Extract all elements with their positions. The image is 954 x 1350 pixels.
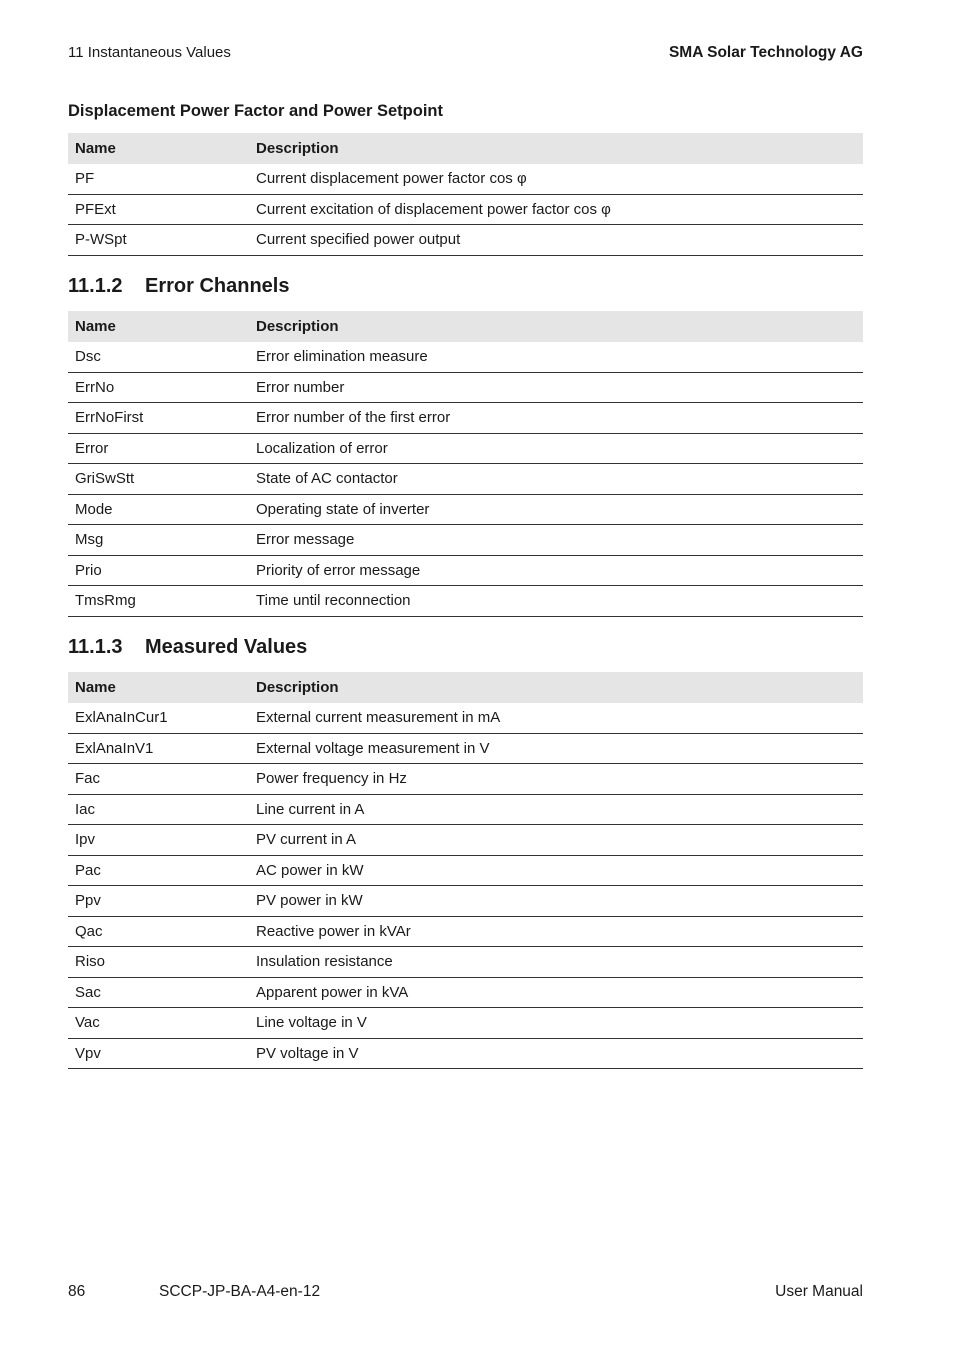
cell-description: PV voltage in V — [249, 1038, 863, 1069]
cell-name: Msg — [68, 525, 249, 556]
table-row — [68, 194, 863, 225]
cell-description: Operating state of inverter — [249, 494, 863, 525]
pf-heading: Displacement Power Factor and Power Setpoint — [68, 102, 443, 120]
cell-name: GriSwStt — [68, 464, 249, 495]
table-row — [68, 433, 863, 464]
section-number: 11.1.2 — [68, 275, 123, 297]
table-row — [68, 555, 863, 586]
document-type: User Manual — [775, 1283, 863, 1300]
cell-name: Qac — [68, 916, 249, 947]
column-header-description: Description — [249, 672, 863, 703]
cell-name: PFExt — [68, 194, 249, 225]
cell-name: ErrNoFirst — [68, 403, 249, 434]
cell-name: Dsc — [68, 342, 249, 372]
header-chapter: 11 Instantaneous Values — [68, 44, 231, 61]
table-row — [68, 947, 863, 978]
cell-description: Reactive power in kVAr — [249, 916, 863, 947]
document-page — [68, 0, 863, 1350]
cell-name: Vpv — [68, 1038, 249, 1069]
cell-description: Line voltage in V — [249, 1008, 863, 1039]
table-row — [68, 703, 863, 733]
cell-name: PF — [68, 164, 249, 194]
cell-description: Power frequency in Hz — [249, 764, 863, 795]
table-row — [68, 403, 863, 434]
cell-description: Error number of the first error — [249, 403, 863, 434]
cell-description: PV current in A — [249, 825, 863, 856]
cell-description: Error number — [249, 372, 863, 403]
cell-description: PV power in kW — [249, 886, 863, 917]
table-row — [68, 342, 863, 372]
table-row — [68, 855, 863, 886]
table-row — [68, 464, 863, 495]
cell-name: Ppv — [68, 886, 249, 917]
table-header-row — [68, 133, 863, 164]
pf-table — [68, 133, 863, 256]
cell-name: TmsRmg — [68, 586, 249, 617]
column-header-description: Description — [249, 311, 863, 342]
cell-description: Localization of error — [249, 433, 863, 464]
cell-name: P-WSpt — [68, 225, 249, 256]
cell-description: State of AC contactor — [249, 464, 863, 495]
cell-description: Line current in A — [249, 794, 863, 825]
table-row — [68, 794, 863, 825]
cell-name: ExlAnaInV1 — [68, 733, 249, 764]
table-row — [68, 977, 863, 1008]
table-row — [68, 886, 863, 917]
cell-description: External current measurement in mA — [249, 703, 863, 733]
table-row — [68, 1008, 863, 1039]
cell-description: Current specified power output — [249, 225, 863, 256]
cell-description: Apparent power in kVA — [249, 977, 863, 1008]
column-header-name: Name — [68, 311, 249, 342]
cell-name: Error — [68, 433, 249, 464]
cell-description: Priority of error message — [249, 555, 863, 586]
header-company: SMA Solar Technology AG — [668, 44, 863, 61]
table-row — [68, 825, 863, 856]
cell-name: Fac — [68, 764, 249, 795]
page-footer — [68, 1283, 863, 1303]
error-channels-table — [68, 311, 863, 617]
error-channels-heading — [68, 275, 289, 298]
table-header-row — [68, 672, 863, 703]
cell-description: Error message — [249, 525, 863, 556]
table-row — [68, 372, 863, 403]
cell-description: Time until reconnection — [249, 586, 863, 617]
cell-description: Current excitation of displacement power factor cos φ — [249, 194, 863, 225]
cell-name: Mode — [68, 494, 249, 525]
cell-name: Riso — [68, 947, 249, 978]
cell-description: Current displacement power factor cos φ — [249, 164, 863, 194]
column-header-name: Name — [68, 133, 249, 164]
cell-name: Ipv — [68, 825, 249, 856]
table-row — [68, 764, 863, 795]
cell-name: Vac — [68, 1008, 249, 1039]
section-number: 11.1.3 — [68, 636, 123, 658]
column-header-name: Name — [68, 672, 249, 703]
cell-name: ExlAnaInCur1 — [68, 703, 249, 733]
cell-description: AC power in kW — [249, 855, 863, 886]
measured-values-table — [68, 672, 863, 1069]
table-row — [68, 225, 863, 256]
page-number: 86 — [68, 1283, 86, 1300]
cell-name: Sac — [68, 977, 249, 1008]
table-row — [68, 164, 863, 194]
table-row — [68, 1038, 863, 1069]
measured-values-heading — [68, 636, 307, 659]
cell-name: Iac — [68, 794, 249, 825]
section-title: Measured Values — [145, 636, 308, 658]
cell-description: Error elimination measure — [249, 342, 863, 372]
table-row — [68, 525, 863, 556]
table-row — [68, 586, 863, 617]
table-header-row — [68, 311, 863, 342]
cell-name: Prio — [68, 555, 249, 586]
table-row — [68, 494, 863, 525]
column-header-description: Description — [249, 133, 863, 164]
document-code: SCCP-JP-BA-A4-en-12 — [159, 1283, 321, 1300]
table-row — [68, 733, 863, 764]
cell-name: ErrNo — [68, 372, 249, 403]
cell-description: External voltage measurement in V — [249, 733, 863, 764]
section-title: Error Channels — [145, 275, 290, 297]
table-row — [68, 916, 863, 947]
cell-name: Pac — [68, 855, 249, 886]
page-header — [68, 44, 863, 64]
cell-description: Insulation resistance — [249, 947, 863, 978]
